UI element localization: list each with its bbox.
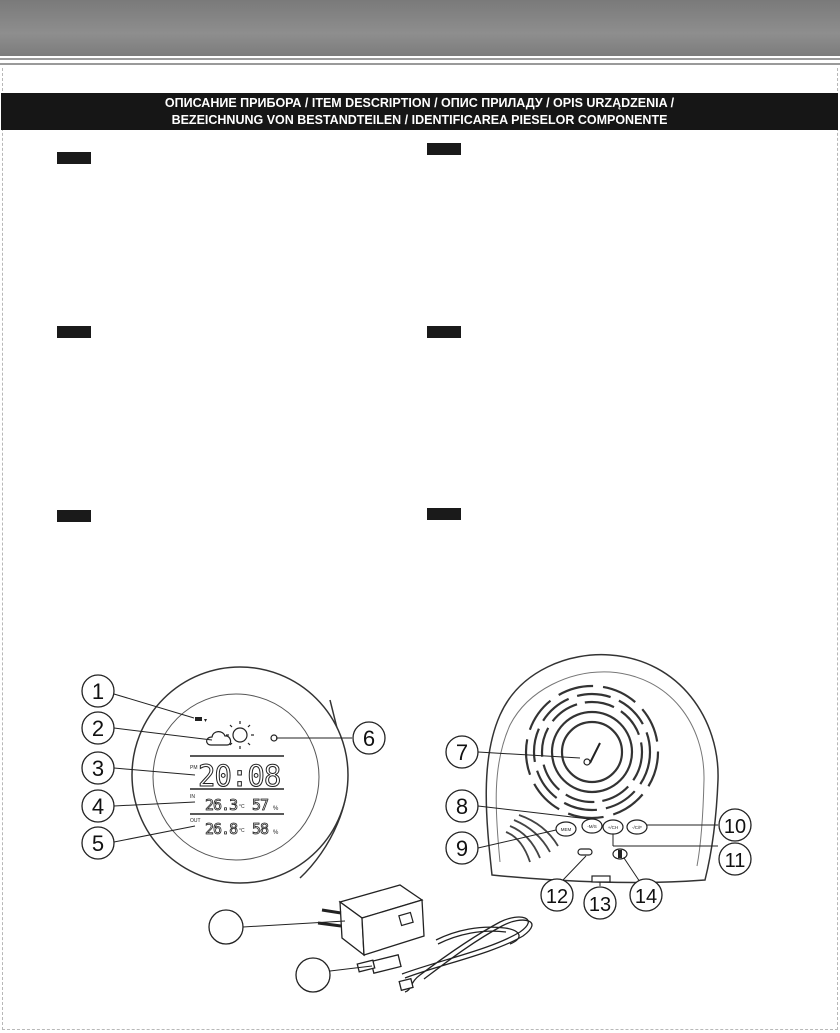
section-title-line-1: ОПИСАНИЕ ПРИБОРА / ITEM DESCRIPTION / ОПИС ПРИЛАДУ / OPIS URZĄDZENIA /: [164, 96, 675, 110]
callout-13: 13: [588, 894, 612, 916]
callout-14: 14: [634, 886, 658, 908]
mode-button[interactable]: [582, 819, 602, 833]
unit-button-label: -/C/F: [632, 825, 642, 830]
clock-digits: 20:08: [198, 759, 281, 793]
signal-icon: ▾: [204, 717, 208, 724]
callout-9: 9: [455, 836, 469, 861]
reset-slot: [592, 876, 610, 882]
callout-4: 4: [91, 794, 105, 819]
indoor-temperature: 26.3: [205, 796, 238, 814]
battery-compartment-switch[interactable]: [613, 849, 627, 859]
outdoor-hum-unit: %: [273, 830, 279, 836]
callout-6: 6: [362, 726, 376, 751]
callout-10: 10: [723, 816, 747, 838]
mem-button[interactable]: [556, 822, 576, 836]
callout-1: 1: [91, 679, 105, 704]
callout-cable: [296, 958, 330, 992]
callout-3: 3: [91, 756, 105, 781]
indoor-temp-unit: °C: [239, 804, 245, 810]
usb-port: [578, 849, 592, 855]
outdoor-temperature: 26.8: [205, 820, 238, 838]
mem-button-label: MEM: [560, 827, 572, 832]
back-unit: [486, 655, 718, 883]
wall-mount-hole: [584, 759, 590, 765]
callout-12: 12: [545, 886, 569, 908]
indoor-label: IN: [190, 794, 195, 800]
unit-button[interactable]: [627, 820, 647, 834]
callout-8: 8: [455, 794, 469, 819]
section-title-line-2: BEZEICHNUNG VON BESTANDTEILEN / IDENTIFICAREA PIESELOR COMPONENTE: [171, 113, 668, 127]
indoor-humidity: 57: [252, 796, 269, 814]
power-adapter: [318, 885, 424, 955]
indoor-hum-unit: %: [273, 806, 279, 812]
outdoor-humidity: 58: [252, 820, 269, 838]
outdoor-label: OUT: [190, 818, 201, 824]
channel-button[interactable]: [603, 820, 623, 834]
pm-indicator: PM: [190, 765, 198, 771]
callout-7: 7: [455, 740, 469, 765]
callout-11: 11: [724, 850, 746, 872]
outdoor-temp-unit: °C: [239, 828, 245, 834]
callout-5: 5: [91, 831, 105, 856]
callout-2: 2: [91, 716, 105, 741]
mode-button-label: -M/S: [587, 824, 597, 829]
channel-button-label: +/CH: [607, 825, 619, 830]
callout-adapter: [209, 910, 243, 944]
front-unit: [132, 667, 348, 883]
battery-icon: [195, 717, 202, 721]
